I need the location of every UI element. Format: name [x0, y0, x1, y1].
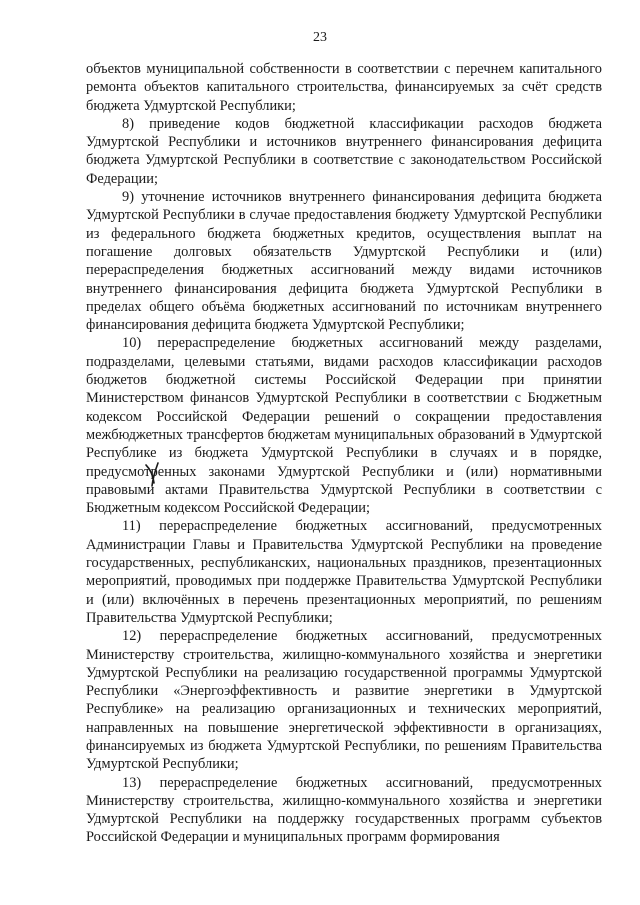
paragraph-item-13: 13) перераспределение бюджетных ассигнований, предусмотренных Министерству строительства, жилищно-коммунального хозяйства и энергетики Удмуртской Республики на поддержку государственных программ субъектов Российской Федерации и муниципальных программ формирования	[86, 774, 602, 846]
paragraph-continuation: объектов муниципальной собственности в соответствии с перечнем капитального ремонта объектов капитального строительства, финансируемых за счёт средств бюджета Удмуртской Республики;	[86, 61, 602, 114]
paragraph-item-8: 8) приведение кодов бюджетной классификации расходов бюджета Удмуртской Республики и источников внутреннего финансирования дефицита бюджета Удмуртской Республики в соответствие с законодательством Российской Федерации;	[86, 115, 602, 187]
page-number: 23	[313, 30, 327, 45]
paragraph-item-10: 10) перераспределение бюджетных ассигнований между разделами, подразделами, целевыми статьями, видами расходов классификации расходов бюджетов бюджетной системы Российской Федерации при принятии Министерством финансов Удмуртской Республики в соответствии с Бюджетным кодексом Российской Федерации решений о сокращении предоставления межбюджетных трансфертов бюджетам муниципальных образований в Удмуртской Республике из бюджета Удмуртской Республики в случаях и в порядке, предусмотренных законами Удмуртской Республики и (или) нормативными правовыми актами Правительства Удмуртской Республики в соответствии с Бюджетным кодексом Российской Федерации;	[86, 335, 602, 517]
paragraph-item-11: 11) перераспределение бюджетных ассигнований, предусмотренных Администрации Главы и Правительства Удмуртской Республики на проведение государственных, республиканских, национальных праздников, презентационных мероприятий, проводимых при поддержке Правительства Удмуртской Республики и (или) включённых в перечень презентационных мероприятий, по решениям Правительства Удмуртской Республики;	[86, 518, 602, 626]
paragraph-item-12: 12) перераспределение бюджетных ассигнований, предусмотренных Министерству строительства, жилищно-коммунального хозяйства и энергетики Удмуртской Республики на реализацию государственной программы Удмуртской Республики «Энергоэффективность и развитие энергетики в Удмуртской Республике» на реализацию организационных и технических мероприятий, направленных на повышение энергетической эффективности в организациях, финансируемых из бюджета Удмуртской Республики, по решениям Правительства Удмуртской Республики;	[86, 628, 602, 773]
document-body	[86, 60, 602, 847]
paragraph-item-9: 9) уточнение источников внутреннего финансирования дефицита бюджета Удмуртской Республики в случае предоставления бюджету Удмуртской Республики из федерального бюджета бюджетных кредитов, осуществления выплат на погашение долговых обязательств Удмуртской Республики и (или) перераспределения бюджетных ассигнований между видами источников внутреннего финансирования дефицита бюджета Удмуртской Республики в пределах общего объёма бюджетных ассигнований по источникам внутреннего финансирования дефицита бюджета Удмуртской Республики;	[86, 189, 602, 334]
